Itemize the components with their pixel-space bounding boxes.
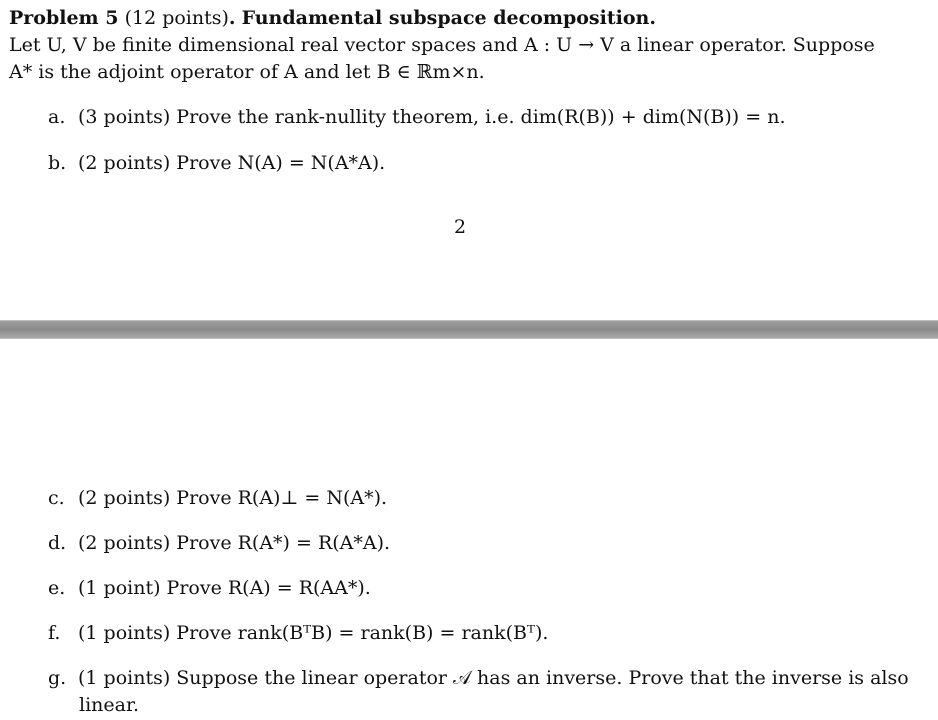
- page-number: 2: [454, 216, 467, 238]
- item-a: [48, 105, 786, 129]
- item-g: [48, 666, 909, 690]
- item-d-label: d.: [48, 532, 67, 554]
- item-a-text: (3 points) Prove the rank-nullity theorem, i.e. dim(R(B)) + dim(N(B)) = n.: [78, 106, 786, 128]
- problem-heading-text: Fundamental subspace decomposition.: [241, 7, 656, 29]
- item-a-label: a.: [48, 106, 66, 128]
- item-g-continuation: linear.: [79, 694, 139, 716]
- item-b: [48, 151, 385, 175]
- problem-points: (12 points): [124, 7, 229, 29]
- item-f-label: f.: [48, 622, 61, 644]
- item-b-label: b.: [48, 152, 67, 174]
- item-b-text: (2 points) Prove N(A) = N(A*A).: [78, 152, 386, 174]
- problem-heading: [9, 6, 656, 30]
- intro-line-1: Let U, V be finite dimensional real vector spaces and A : U → V a linear operator. Suppose: [9, 34, 875, 56]
- item-d: [48, 531, 390, 555]
- item-c-label: c.: [48, 487, 65, 509]
- item-f: [48, 621, 548, 645]
- problem-period: .: [228, 7, 236, 29]
- intro-line-2: A* is the adjoint operator of A and let B ∈ ℝm×n.: [9, 61, 485, 83]
- item-g-text: (1 points) Suppose the linear operator 𝒜 has an inverse. Prove that the inverse is also: [78, 667, 909, 689]
- item-c: [48, 486, 387, 510]
- item-e-label: e.: [48, 577, 66, 599]
- item-g-label: g.: [48, 667, 67, 689]
- problem-title: Problem 5: [9, 7, 119, 29]
- item-e: [48, 576, 371, 600]
- item-c-text: (2 points) Prove R(A)⊥ = N(A*).: [78, 487, 388, 509]
- item-f-text: (1 points) Prove rank(BᵀB) = rank(B) = rank(Bᵀ).: [78, 622, 549, 644]
- item-e-text: (1 point) Prove R(A) = R(AA*).: [78, 577, 371, 599]
- page-break-divider: [0, 320, 938, 339]
- item-d-text: (2 points) Prove R(A*) = R(A*A).: [78, 532, 391, 554]
